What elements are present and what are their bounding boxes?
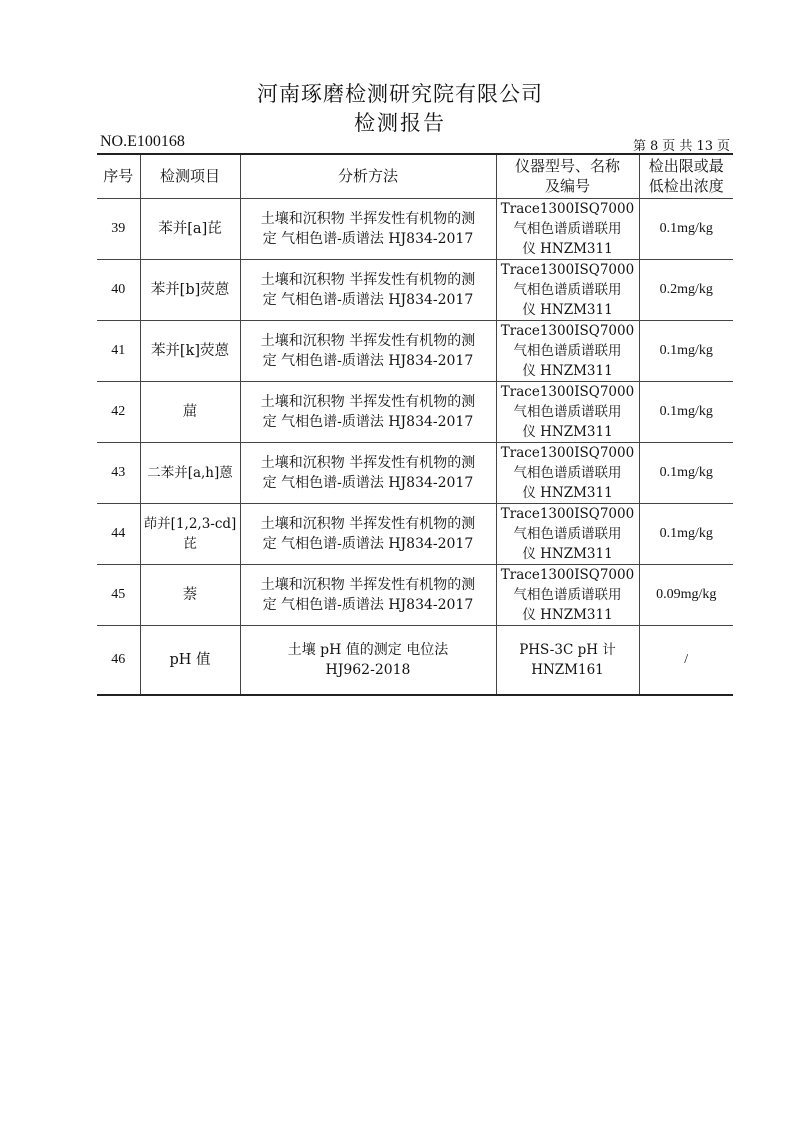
- report-number: NO.E100168: [100, 133, 185, 150]
- page-mid: 页 共: [662, 139, 693, 154]
- instrument-line-2: 气相色谱质谱联用: [513, 586, 622, 603]
- page-prefix: 第: [633, 139, 647, 154]
- instrument-line-1: Trace1300ISQ7000: [500, 444, 635, 461]
- method-line-2: 定 气相色谱-质谱法 HJ834-2017: [262, 291, 474, 308]
- method-line-1: 土壤和沉积物 半挥发性有机物的测: [260, 454, 476, 471]
- row-instrument: [496, 625, 639, 695]
- instrument-line-3: 仪 HNZM311: [522, 606, 613, 623]
- row-item: 二苯并[a,h]蒽: [140, 442, 240, 503]
- instrument-line-3: 仪 HNZM311: [522, 301, 613, 318]
- row-item: 萘: [140, 564, 240, 625]
- row-instrument: [496, 320, 639, 381]
- table-row: [97, 198, 733, 259]
- row-item: 苯并[k]荧蒽: [140, 320, 240, 381]
- row-seq: 42: [97, 381, 140, 442]
- method-line-1: 土壤和沉积物 半挥发性有机物的测: [260, 515, 476, 532]
- row-seq: 41: [97, 320, 140, 381]
- method-line-1: 土壤和沉积物 半挥发性有机物的测: [260, 210, 476, 227]
- instrument-line-1: PHS-3C pH 计: [519, 641, 616, 658]
- method-line-1: 土壤和沉积物 半挥发性有机物的测: [260, 393, 476, 410]
- row-instrument: [496, 564, 639, 625]
- instrument-line-1: Trace1300ISQ7000: [500, 200, 635, 217]
- table-header-row: [97, 154, 733, 198]
- row-instrument: [496, 198, 639, 259]
- table-row: [97, 320, 733, 381]
- col-header-method: [240, 154, 496, 198]
- instrument-line-2: 气相色谱质谱联用: [513, 342, 622, 359]
- row-instrument: [496, 259, 639, 320]
- row-item: 䓛: [140, 381, 240, 442]
- row-item: 苯并[b]荧蒽: [140, 259, 240, 320]
- row-instrument: [496, 381, 639, 442]
- method-line-2: HJ962-2018: [325, 661, 411, 678]
- page-suffix: 页: [716, 139, 730, 154]
- page-total: 13: [696, 139, 713, 154]
- test-results-table: [97, 153, 733, 696]
- table-row: [97, 564, 733, 625]
- instrument-line-3: 仪 HNZM311: [522, 362, 613, 379]
- col-header-item: [140, 154, 240, 198]
- row-instrument: [496, 503, 639, 564]
- page-current: 8: [650, 139, 659, 154]
- row-method: [240, 198, 496, 259]
- col-header-limit: [639, 154, 733, 198]
- method-line-2: 定 气相色谱-质谱法 HJ834-2017: [262, 352, 474, 369]
- row-limit: 0.09mg/kg: [639, 564, 733, 625]
- table-row: [97, 442, 733, 503]
- instrument-line-2: 气相色谱质谱联用: [513, 525, 622, 542]
- row-seq: 46: [97, 625, 140, 695]
- instrument-line-1: Trace1300ISQ7000: [500, 566, 635, 583]
- instrument-line-3: 仪 HNZM311: [522, 484, 613, 501]
- row-item: [140, 503, 240, 564]
- row-limit: 0.1mg/kg: [639, 503, 733, 564]
- organization-name: 河南琢磨检测研究院有限公司: [257, 82, 543, 106]
- method-line-2: 定 气相色谱-质谱法 HJ834-2017: [262, 413, 474, 430]
- row-method: [240, 259, 496, 320]
- method-line-1: 土壤和沉积物 半挥发性有机物的测: [260, 576, 476, 593]
- col-header-instrument-label: 仪器型号、名称 及编号: [514, 157, 620, 196]
- method-line-1: 土壤 pH 值的测定 电位法: [287, 641, 449, 658]
- col-header-seq-label: 序号: [103, 167, 134, 186]
- instrument-line-1: Trace1300ISQ7000: [500, 383, 635, 400]
- row-limit: 0.1mg/kg: [639, 381, 733, 442]
- row-seq: 43: [97, 442, 140, 503]
- method-line-2: 定 气相色谱-质谱法 HJ834-2017: [262, 474, 474, 491]
- row-limit: /: [639, 625, 733, 695]
- table-row: [97, 625, 733, 695]
- method-line-2: 定 气相色谱-质谱法 HJ834-2017: [262, 596, 474, 613]
- row-method: [240, 442, 496, 503]
- row-method: [240, 564, 496, 625]
- page-indicator: [631, 135, 732, 154]
- instrument-line-1: Trace1300ISQ7000: [500, 505, 635, 522]
- report-title: 检测报告: [354, 111, 446, 135]
- row-seq: 40: [97, 259, 140, 320]
- row-limit: 0.1mg/kg: [639, 320, 733, 381]
- row-seq: 45: [97, 564, 140, 625]
- instrument-line-2: 气相色谱质谱联用: [513, 220, 622, 237]
- instrument-line-2: HNZM161: [531, 661, 604, 678]
- item-line-1: 茚并[1,2,3-cd]: [143, 515, 237, 532]
- row-instrument: [496, 442, 639, 503]
- table-row: [97, 503, 733, 564]
- method-line-1: 土壤和沉积物 半挥发性有机物的测: [260, 271, 476, 288]
- instrument-line-1: Trace1300ISQ7000: [500, 322, 635, 339]
- item-line-2: 芘: [183, 535, 197, 552]
- method-line-2: 定 气相色谱-质谱法 HJ834-2017: [262, 230, 474, 247]
- method-line-1: 土壤和沉积物 半挥发性有机物的测: [260, 332, 476, 349]
- instrument-line-2: 气相色谱质谱联用: [513, 281, 622, 298]
- row-method: [240, 320, 496, 381]
- row-limit: 0.1mg/kg: [639, 442, 733, 503]
- instrument-line-3: 仪 HNZM311: [522, 240, 613, 257]
- table-row: [97, 259, 733, 320]
- instrument-line-1: Trace1300ISQ7000: [500, 261, 635, 278]
- instrument-line-3: 仪 HNZM311: [522, 545, 613, 562]
- col-header-limit-label: 检出限或最 低检出浓度: [648, 157, 724, 196]
- col-header-instrument: [496, 154, 639, 198]
- instrument-line-3: 仪 HNZM311: [522, 423, 613, 440]
- row-item: 苯并[a]芘: [140, 198, 240, 259]
- row-seq: 39: [97, 198, 140, 259]
- row-item: pH 值: [140, 625, 240, 695]
- method-line-2: 定 气相色谱-质谱法 HJ834-2017: [262, 535, 474, 552]
- col-header-method-label: 分析方法: [337, 167, 398, 186]
- row-limit: 0.2mg/kg: [639, 259, 733, 320]
- row-method: [240, 503, 496, 564]
- table-row: [97, 381, 733, 442]
- col-header-seq: [97, 154, 140, 198]
- row-seq: 44: [97, 503, 140, 564]
- instrument-line-2: 气相色谱质谱联用: [513, 403, 622, 420]
- row-limit: 0.1mg/kg: [639, 198, 733, 259]
- instrument-line-2: 气相色谱质谱联用: [513, 464, 622, 481]
- row-method: [240, 381, 496, 442]
- col-header-item-label: 检测项目: [159, 167, 220, 186]
- row-method: [240, 625, 496, 695]
